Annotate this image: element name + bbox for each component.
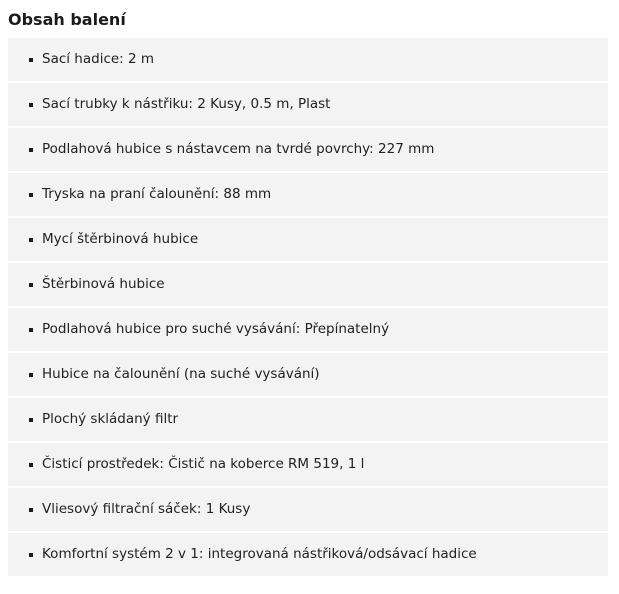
list-item-text: Komfortní systém 2 v 1: integrovaná nástřiková/odsávací hadice: [42, 546, 477, 562]
list-item-text: Tryska na praní čalounění: 88 mm: [42, 186, 272, 202]
square-bullet-icon: [29, 328, 33, 332]
list-item: [8, 398, 608, 441]
square-bullet-icon: [29, 148, 33, 152]
square-bullet-icon: [29, 58, 33, 62]
square-bullet-icon: [29, 508, 33, 512]
square-bullet-icon: [29, 193, 33, 197]
list-item-text: Sací trubky k nástřiku: 2 Kusy, 0.5 m, Plast: [42, 96, 331, 112]
square-bullet-icon: [29, 373, 33, 377]
square-bullet-icon: [29, 463, 33, 467]
list-item-text: Vliesový filtrační sáček: 1 Kusy: [42, 501, 251, 517]
list-item-text: Sací hadice: 2 m: [42, 51, 155, 67]
list-item-text: Hubice na čalounění (na suché vysávání): [42, 366, 320, 382]
package-contents-list: [8, 38, 608, 578]
list-item: [8, 263, 608, 306]
square-bullet-icon: [29, 238, 33, 242]
list-item: [8, 533, 608, 576]
square-bullet-icon: [29, 283, 33, 287]
list-item-text: Čisticí prostředek: Čistič na koberce RM 519, 1 l: [42, 456, 365, 472]
list-item: [8, 128, 608, 171]
list-item-text: Podlahová hubice pro suché vysávání: Přepínatelný: [42, 321, 390, 337]
list-item-text: Podlahová hubice s nástavcem na tvrdé povrchy: 227 mm: [42, 141, 435, 157]
list-item-text: Mycí štěrbinová hubice: [42, 231, 199, 247]
list-item-text: Štěrbinová hubice: [42, 276, 165, 292]
section-title: Obsah balení: [8, 10, 126, 29]
list-item: [8, 173, 608, 216]
list-item-text: Plochý skládaný filtr: [42, 411, 179, 427]
list-item: [8, 308, 608, 351]
list-item: [8, 353, 608, 396]
square-bullet-icon: [29, 103, 33, 107]
square-bullet-icon: [29, 418, 33, 422]
list-item: [8, 488, 608, 531]
list-item: [8, 218, 608, 261]
list-item: [8, 443, 608, 486]
list-item: [8, 83, 608, 126]
list-item: [8, 38, 608, 81]
square-bullet-icon: [29, 553, 33, 557]
